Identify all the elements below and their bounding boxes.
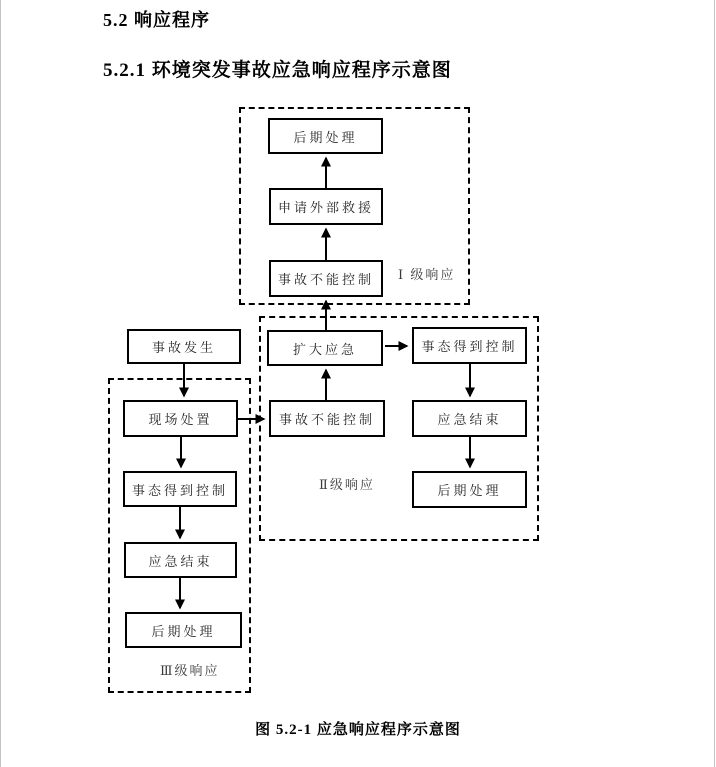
flow-node-post-processing-level2: 后期处理 xyxy=(412,471,527,508)
flow-node-post-processing-level1: 后期处理 xyxy=(268,118,383,154)
subsection-heading: 5.2.1 环境突发事故应急响应程序示意图 xyxy=(103,60,452,81)
figure-caption: 图 5.2-1 应急响应程序示意图 xyxy=(255,722,461,738)
page-left-edge xyxy=(0,0,1,767)
flow-node-situation-controlled-level3: 事态得到控制 xyxy=(123,471,237,507)
level2-response-label: Ⅱ级响应 xyxy=(319,477,375,492)
flow-node-emergency-end-level2: 应急结束 xyxy=(412,400,527,437)
flow-node-accident-occurs: 事故发生 xyxy=(127,329,241,364)
level1-response-label: Ⅰ 级响应 xyxy=(398,267,456,282)
page-right-edge xyxy=(714,0,715,767)
flow-node-request-external-rescue: 申请外部救援 xyxy=(269,188,383,225)
flow-node-accident-uncontrollable-level1: 事故不能控制 xyxy=(269,260,383,297)
flow-node-expand-emergency: 扩大应急 xyxy=(267,330,383,366)
flow-node-onsite-handling: 现场处置 xyxy=(123,400,238,437)
flow-node-accident-uncontrollable-level2: 事故不能控制 xyxy=(269,400,385,437)
flow-node-emergency-end-level3: 应急结束 xyxy=(124,542,237,578)
flow-node-situation-controlled-level2: 事态得到控制 xyxy=(412,327,527,364)
flow-node-post-processing-level3: 后期处理 xyxy=(125,612,242,648)
level3-response-label: Ⅲ级响应 xyxy=(160,663,220,678)
section-heading: 5.2 响应程序 xyxy=(103,10,210,30)
